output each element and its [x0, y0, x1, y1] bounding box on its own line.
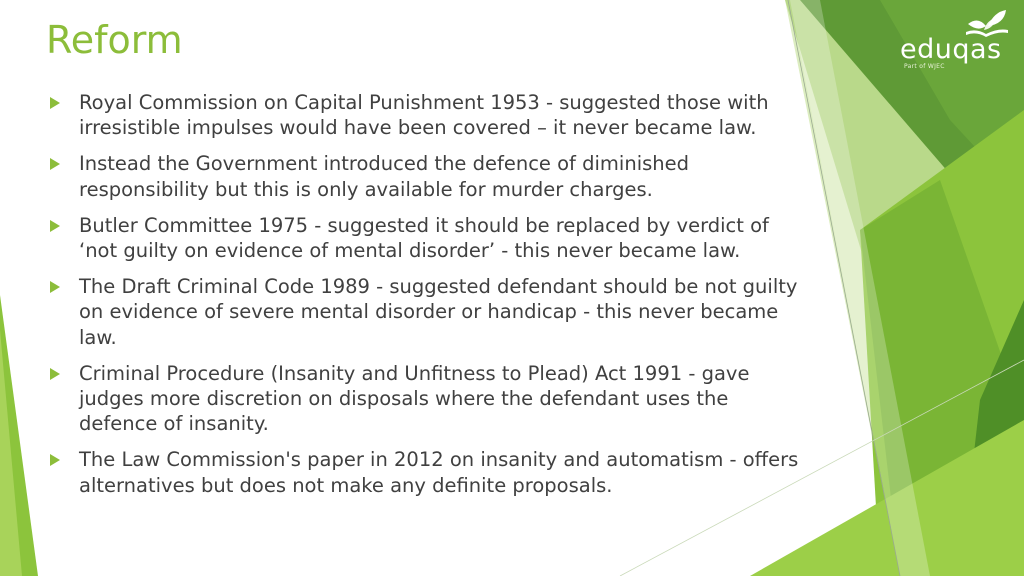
list-item [50, 213, 800, 264]
triangle-bullet-icon [50, 97, 60, 109]
bullet-text: The Draft Criminal Code 1989 - suggested defendant should be not guilty on evidence of severe mental disorder or handicap - this never became law. [79, 274, 798, 349]
bullet-text: The Law Commission's paper in 2012 on insanity and automatism - offers alternatives but does not make any definite proposals. [79, 448, 799, 497]
list-item [50, 447, 800, 498]
bullet-list [50, 90, 800, 509]
triangle-bullet-icon [50, 158, 60, 170]
triangle-bullet-icon [50, 368, 60, 380]
triangle-bullet-icon [50, 281, 60, 293]
list-item [50, 151, 800, 202]
logo-text: eduqas [900, 34, 1002, 65]
list-item [50, 361, 800, 437]
bullet-text: Butler Committee 1975 - suggested it should be replaced by verdict of ‘not guilty on evidence of mental disorder’ - this never became law. [79, 213, 769, 263]
list-item [50, 90, 800, 141]
logo-subtext: Part of WJEC [904, 63, 945, 70]
eduqas-logo [898, 10, 1010, 72]
bullet-text: Royal Commission on Capital Punishment 1953 - suggested those with irresistible impulses would have been covered – it never became law. [79, 91, 769, 140]
page-title: Reform [46, 18, 183, 62]
bullet-text: Instead the Government introduced the defence of diminished responsibility but this is only available for murder charges. [79, 152, 690, 201]
triangle-bullet-icon [50, 454, 60, 466]
bullet-text: Criminal Procedure (Insanity and Unfitness to Plead) Act 1991 - gave judges more discretion on disposals where the defendant uses the defence of insanity. [79, 361, 750, 436]
list-item [50, 274, 800, 350]
triangle-bullet-icon [50, 220, 60, 232]
